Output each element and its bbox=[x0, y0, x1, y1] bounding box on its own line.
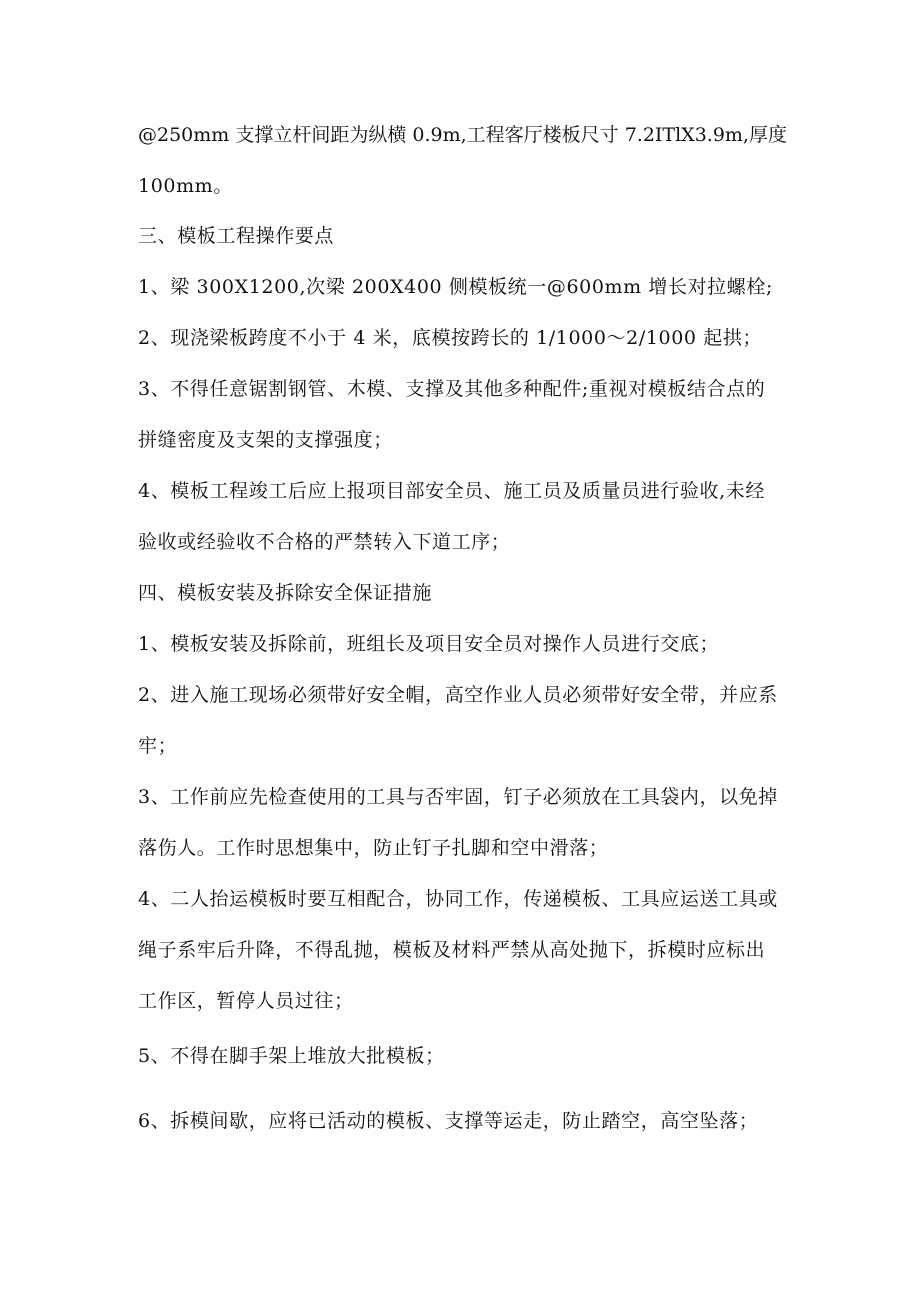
body-line: 牢； bbox=[138, 735, 178, 757]
body-line: 1、梁 300X1200,次梁 200X400 侧模板统一@600mm 增长对拉螺栓; bbox=[138, 276, 773, 298]
body-line: 拼缝密度及支架的支撑强度； bbox=[138, 429, 393, 451]
body-line: 1、模板安装及拆除前，班组长及项目安全员对操作人员进行交底； bbox=[138, 633, 720, 655]
body-line: @250mm 支撑立杆间距为纵横 0.9m,工程客厅楼板尺寸 7.2ITlX3.9m,厚度 bbox=[138, 124, 787, 146]
body-line: 5、不得在脚手架上堆放大批模板； bbox=[138, 1045, 445, 1067]
body-line: 4、模板工程竣工后应上报项目部安全员、施工员及质量员进行验收,未经 bbox=[138, 480, 765, 502]
body-line: 2、进入施工现场必须带好安全帽，高空作业人员必须带好安全带，并应系 bbox=[138, 684, 778, 706]
body-line: 3、工作前应先检查使用的工具与否牢固，钉子必须放在工具袋内，以免掉 bbox=[138, 786, 778, 808]
body-line: 工作区，暂停人员过往； bbox=[138, 990, 354, 1012]
body-line: 4、二人抬运模板时要互相配合，协同工作，传递模板、工具应运送工具或 bbox=[138, 888, 778, 910]
body-line: 验收或经验收不合格的严禁转入下道工序； bbox=[138, 531, 511, 553]
body-line: 3、不得任意锯割钢管、木模、支撑及其他多种配件;重视对模板结合点的 bbox=[138, 378, 766, 400]
section-heading: 四、模板安装及拆除安全保证措施 bbox=[138, 582, 433, 604]
section-heading: 三、模板工程操作要点 bbox=[138, 225, 335, 247]
body-line: 6、拆模间歇，应将已活动的模板、支撑等运走，防止踏空，高空坠落； bbox=[138, 1110, 759, 1132]
body-line: 2、现浇梁板跨度不小于 4 米，底模按跨长的 1/1000～2/1000 起拱； bbox=[138, 327, 763, 349]
body-line: 绳子系牢后升降，不得乱抛，模板及材料严禁从高处抛下，拆模时应标出 bbox=[138, 939, 766, 961]
body-line: 100mm。 bbox=[138, 175, 233, 197]
body-line: 落伤人。工作时思想集中，防止钉子扎脚和空中滑落； bbox=[138, 837, 609, 859]
